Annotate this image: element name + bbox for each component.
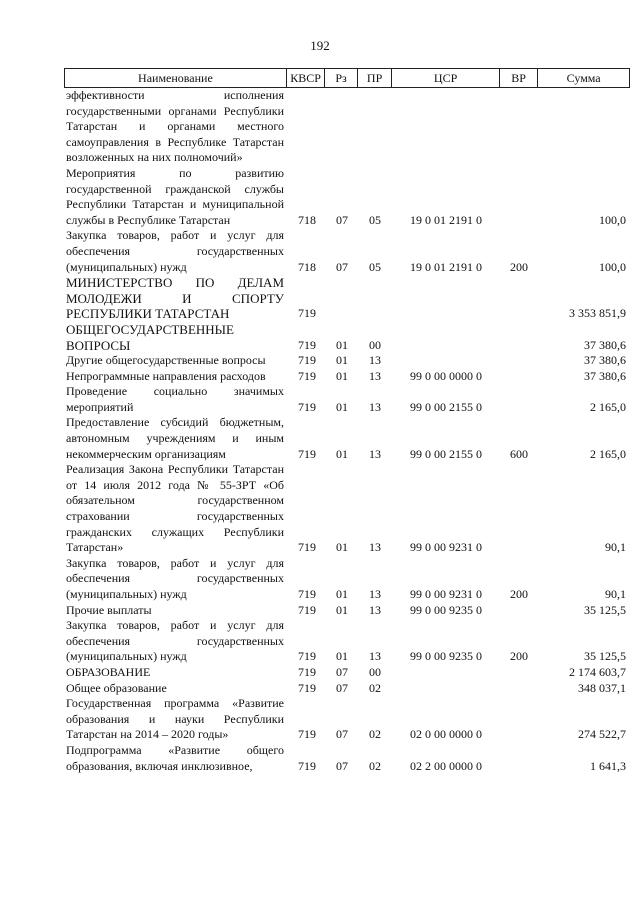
cell-csr: 99 0 00 2155 0 bbox=[410, 399, 482, 414]
cell-sum: 37 380,6 bbox=[584, 353, 626, 368]
table-row bbox=[64, 384, 630, 415]
header-vr: ВР bbox=[499, 69, 537, 87]
table-row bbox=[64, 696, 630, 743]
header-pr: ПР bbox=[357, 69, 392, 87]
cell-kvsr: 719 bbox=[298, 587, 316, 601]
cell-vr: 600 bbox=[510, 446, 528, 461]
cell-csr: 19 0 01 2191 0 bbox=[410, 212, 482, 227]
cell-pr: 13 bbox=[369, 540, 381, 555]
cell-pr: 13 bbox=[369, 649, 381, 664]
cell-csr: 02 2 00 0000 0 bbox=[410, 758, 482, 773]
cell-vr: 200 bbox=[510, 649, 528, 664]
table-row bbox=[64, 275, 630, 322]
cell-name: МИНИСТЕРСТВО ПО ДЕЛАМ МОЛОДЕЖИ И СПОРТУ РЕСПУБЛИКИ ТАТАРСТАН bbox=[66, 275, 284, 322]
cell-name: Предоставление субсидий бюджетным, автономным учреждениям и иным некоммерческим организациям bbox=[66, 415, 284, 461]
cell-sum: 90,1 bbox=[605, 587, 626, 601]
table-row bbox=[64, 462, 630, 556]
cell-name: Прочие выплаты bbox=[66, 602, 152, 617]
cell-kvsr: 719 bbox=[298, 680, 316, 695]
cell-pr: 00 bbox=[369, 337, 381, 352]
cell-name: эффективности исполнения государственными органами Республики Татарстан и органами местного самоуправления в Республике Татарстан возложенных на них полномочий» bbox=[66, 88, 284, 165]
cell-csr: 02 0 00 0000 0 bbox=[410, 727, 482, 742]
budget-table bbox=[64, 68, 630, 774]
cell-kvsr: 719 bbox=[298, 664, 316, 679]
cell-name: Закупка товаров, работ и услуг для обеспечения государственных (муниципальных) нужд bbox=[66, 228, 284, 274]
cell-kvsr: 719 bbox=[298, 353, 316, 368]
cell-kvsr: 719 bbox=[298, 758, 316, 773]
table-row bbox=[64, 228, 630, 275]
cell-pr: 02 bbox=[369, 758, 381, 773]
cell-rz: 01 bbox=[336, 446, 348, 461]
cell-sum: 274 522,7 bbox=[578, 727, 626, 742]
cell-kvsr: 718 bbox=[298, 259, 316, 274]
cell-kvsr: 719 bbox=[298, 649, 316, 664]
cell-rz: 07 bbox=[336, 259, 348, 274]
cell-sum: 2 165,0 bbox=[590, 446, 626, 461]
cell-name: Закупка товаров, работ и услуг для обеспечения государственных (муниципальных) нужд bbox=[66, 618, 284, 664]
table-row bbox=[64, 166, 630, 228]
table-row bbox=[64, 556, 630, 603]
cell-name: Государственная программа «Развитие образования и науки Республики Татарстан на 2014 – 2020 годы» bbox=[66, 696, 284, 742]
cell-csr: 99 0 00 9231 0 bbox=[410, 540, 482, 555]
cell-csr: 19 0 01 2191 0 bbox=[410, 259, 482, 274]
cell-sum: 37 380,6 bbox=[584, 368, 626, 383]
header-csr: ЦСР bbox=[391, 69, 498, 87]
table-row bbox=[64, 618, 630, 665]
cell-rz: 01 bbox=[336, 399, 348, 414]
cell-rz: 07 bbox=[336, 680, 348, 695]
cell-csr: 99 0 00 0000 0 bbox=[410, 368, 482, 383]
cell-kvsr: 719 bbox=[298, 602, 316, 617]
cell-name: ОБРАЗОВАНИЕ bbox=[66, 664, 151, 679]
cell-pr: 13 bbox=[369, 353, 381, 368]
cell-sum: 2 174 603,7 bbox=[569, 664, 626, 679]
table-body bbox=[64, 88, 630, 774]
cell-rz: 07 bbox=[336, 664, 348, 679]
page-number: 192 bbox=[310, 38, 330, 53]
cell-vr: 200 bbox=[510, 587, 528, 601]
cell-rz: 01 bbox=[336, 353, 348, 368]
cell-kvsr: 719 bbox=[298, 306, 316, 321]
table-row bbox=[64, 353, 630, 369]
cell-name: Другие общегосударственные вопросы bbox=[66, 353, 266, 368]
table-row bbox=[64, 322, 630, 353]
cell-kvsr: 719 bbox=[298, 399, 316, 414]
cell-name: Проведение социально значимых мероприятий bbox=[66, 384, 284, 414]
table-header bbox=[64, 68, 630, 88]
header-sum: Сумма bbox=[537, 69, 629, 87]
cell-rz: 07 bbox=[336, 727, 348, 742]
cell-csr: 99 0 00 9235 0 bbox=[410, 602, 482, 617]
cell-name: Непрограммные направления расходов bbox=[66, 368, 266, 383]
cell-name: Общее образование bbox=[66, 680, 167, 695]
cell-kvsr: 719 bbox=[298, 540, 316, 555]
cell-pr: 02 bbox=[369, 727, 381, 742]
cell-csr: 99 0 00 2155 0 bbox=[410, 446, 482, 461]
cell-csr: 99 0 00 9231 0 bbox=[410, 587, 482, 601]
cell-pr: 13 bbox=[369, 602, 381, 617]
cell-sum: 35 125,5 bbox=[584, 649, 626, 664]
table-row bbox=[64, 665, 630, 681]
header-kvsr: КВСР bbox=[286, 69, 324, 87]
cell-sum: 3 353 851,9 bbox=[569, 306, 626, 321]
table-row bbox=[64, 88, 630, 166]
cell-pr: 13 bbox=[369, 587, 381, 601]
cell-rz: 01 bbox=[336, 368, 348, 383]
cell-name: Реализация Закона Республики Татарстан от 14 июля 2012 года № 55-ЗРТ «Об обязательном государственном страховании государственных гражданских служащих Республики Татарстан» bbox=[66, 462, 284, 555]
table-row bbox=[64, 415, 630, 462]
table-row bbox=[64, 603, 630, 619]
cell-kvsr: 719 bbox=[298, 727, 316, 742]
cell-kvsr: 718 bbox=[298, 212, 316, 227]
cell-pr: 05 bbox=[369, 259, 381, 274]
table-row bbox=[64, 369, 630, 385]
cell-kvsr: 719 bbox=[298, 368, 316, 383]
table-row bbox=[64, 743, 630, 774]
cell-vr: 200 bbox=[510, 259, 528, 274]
cell-rz: 01 bbox=[336, 540, 348, 555]
cell-name: ОБЩЕГОСУДАРСТВЕННЫЕ ВОПРОСЫ bbox=[66, 321, 234, 353]
cell-rz: 01 bbox=[336, 649, 348, 664]
cell-rz: 01 bbox=[336, 602, 348, 617]
cell-pr: 13 bbox=[369, 368, 381, 383]
cell-sum: 35 125,5 bbox=[584, 602, 626, 617]
cell-name: Подпрограмма «Развитие общего образования, включая инклюзивное, bbox=[66, 742, 284, 773]
cell-kvsr: 719 bbox=[298, 446, 316, 461]
cell-sum: 100,0 bbox=[599, 259, 626, 274]
cell-pr: 05 bbox=[369, 212, 381, 227]
cell-name: Закупка товаров, работ и услуг для обеспечения государственных (муниципальных) нужд bbox=[66, 555, 284, 601]
cell-name: Мероприятия по развитию государственной гражданской службы Республики Татарстан и муниципальной службы в Республике Татарстан bbox=[66, 165, 284, 227]
cell-pr: 02 bbox=[369, 680, 381, 695]
cell-kvsr: 719 bbox=[298, 337, 316, 352]
cell-sum: 348 037,1 bbox=[578, 680, 626, 695]
table-row bbox=[64, 681, 630, 697]
cell-rz: 07 bbox=[336, 212, 348, 227]
cell-csr: 99 0 00 9235 0 bbox=[410, 649, 482, 664]
cell-pr: 13 bbox=[369, 446, 381, 461]
cell-sum: 100,0 bbox=[599, 212, 626, 227]
cell-sum: 2 165,0 bbox=[590, 399, 626, 414]
cell-pr: 00 bbox=[369, 664, 381, 679]
header-rz: Рз bbox=[324, 69, 357, 87]
cell-pr: 13 bbox=[369, 399, 381, 414]
cell-sum: 90,1 bbox=[605, 540, 626, 555]
cell-rz: 01 bbox=[336, 337, 348, 352]
cell-sum: 37 380,6 bbox=[584, 337, 626, 352]
cell-sum: 1 641,3 bbox=[590, 758, 626, 773]
header-name: Наименование bbox=[138, 70, 213, 85]
cell-rz: 07 bbox=[336, 758, 348, 773]
cell-rz: 01 bbox=[336, 587, 348, 601]
